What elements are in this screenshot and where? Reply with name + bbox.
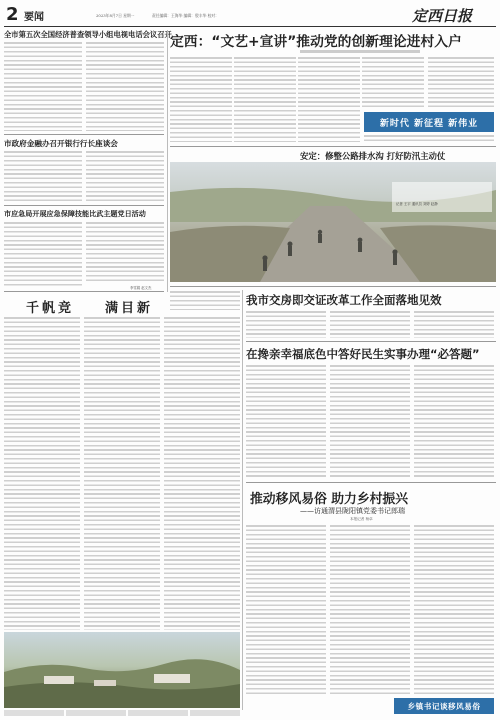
interview-body-c — [414, 524, 494, 694]
mid-left-body — [170, 290, 240, 310]
series-banner — [364, 112, 494, 132]
news-1-body-a — [4, 41, 82, 131]
lead-body-5 — [428, 56, 494, 110]
feature-body-3 — [164, 316, 240, 630]
news-3-headline: 市应急局开展应急保障技能比武主题党日活动 — [4, 209, 146, 218]
lead-headline: 定西：“文艺+宣讲”推动党的创新理论进村入户 — [170, 34, 462, 50]
paper-logo: 定西日报 — [412, 7, 473, 25]
series-banner-text: 新时代 新征程 新伟业 — [379, 118, 479, 129]
news-3 — [4, 209, 164, 219]
news-2 — [4, 138, 164, 149]
news-2-body-a — [4, 150, 82, 202]
mid-2-body-b — [330, 364, 410, 478]
lead-body-1 — [170, 56, 232, 142]
feature-headline-left: 千帆竞 — [26, 301, 75, 316]
feature-photo — [4, 632, 240, 708]
column-banner-text: 乡镇书记谈移风易俗 — [407, 701, 481, 711]
interview-body-a — [246, 524, 326, 696]
news-1-body-b — [86, 41, 164, 131]
photo-caption: 记者 王宇 通讯员 刘婷 赵静 — [396, 202, 438, 206]
lead-body-3 — [298, 56, 360, 142]
interview-subheadline: ——访通渭县陇阳镇党委书记郎瑞 — [300, 507, 405, 515]
interview-headline: 推动移风易俗 助力乡村振兴 — [250, 492, 409, 507]
date-line: 2023年8月7日 星期一 — [96, 13, 135, 18]
feature-body-1 — [4, 316, 80, 630]
lead-body-6 — [364, 134, 494, 144]
interview-byline: 本报记者 杨卓 — [350, 517, 373, 521]
mid-1-body-c — [414, 310, 494, 338]
landscape-graphic — [4, 632, 240, 708]
news-3-author: 李雪娟 赵文杰 — [130, 286, 152, 290]
editor-line: 责任编辑：王海华 编辑：殷丰华 校对： — [152, 13, 219, 18]
lead-byline — [300, 50, 420, 53]
photo-story-title: 安定：修整公路排水沟 打好防汛主动仗 — [300, 151, 446, 161]
mid-headline-1: 我市交房即交证改革工作全面落地见效 — [246, 293, 442, 307]
news-1 — [4, 30, 172, 40]
news-1-headline: 全市第五次全国经济普查领导小组电视电话会议召开 — [4, 30, 172, 39]
news-3-body-b — [86, 221, 164, 283]
road-photo — [170, 162, 496, 282]
news-2-body-b — [86, 150, 164, 202]
section-name: 要闻 — [24, 12, 44, 23]
feature-photo-caption — [4, 710, 240, 716]
lead-body-4 — [362, 56, 424, 110]
page-number: 2 — [6, 4, 19, 25]
mid-2-body-a — [246, 364, 326, 478]
news-2-headline: 市政府金融办召开银行行长座谈会 — [4, 139, 118, 148]
mid-1-body-b — [330, 310, 410, 338]
feature-body-2 — [84, 316, 160, 630]
masthead — [4, 4, 496, 26]
mid-headline-2: 在搀亲幸福底色中答好民生实事办理“必答题” — [246, 347, 480, 361]
photo-caption-box — [392, 182, 492, 212]
mid-1-body-a — [246, 310, 326, 338]
mid-2-body-c — [414, 364, 494, 478]
news-3-body-a — [4, 221, 82, 287]
road-scene-graphic — [170, 162, 496, 282]
lead-body-2 — [234, 56, 296, 142]
interview-body-b — [330, 524, 410, 696]
column-banner — [394, 698, 494, 714]
feature-headline-right: 满目新 — [105, 301, 154, 316]
